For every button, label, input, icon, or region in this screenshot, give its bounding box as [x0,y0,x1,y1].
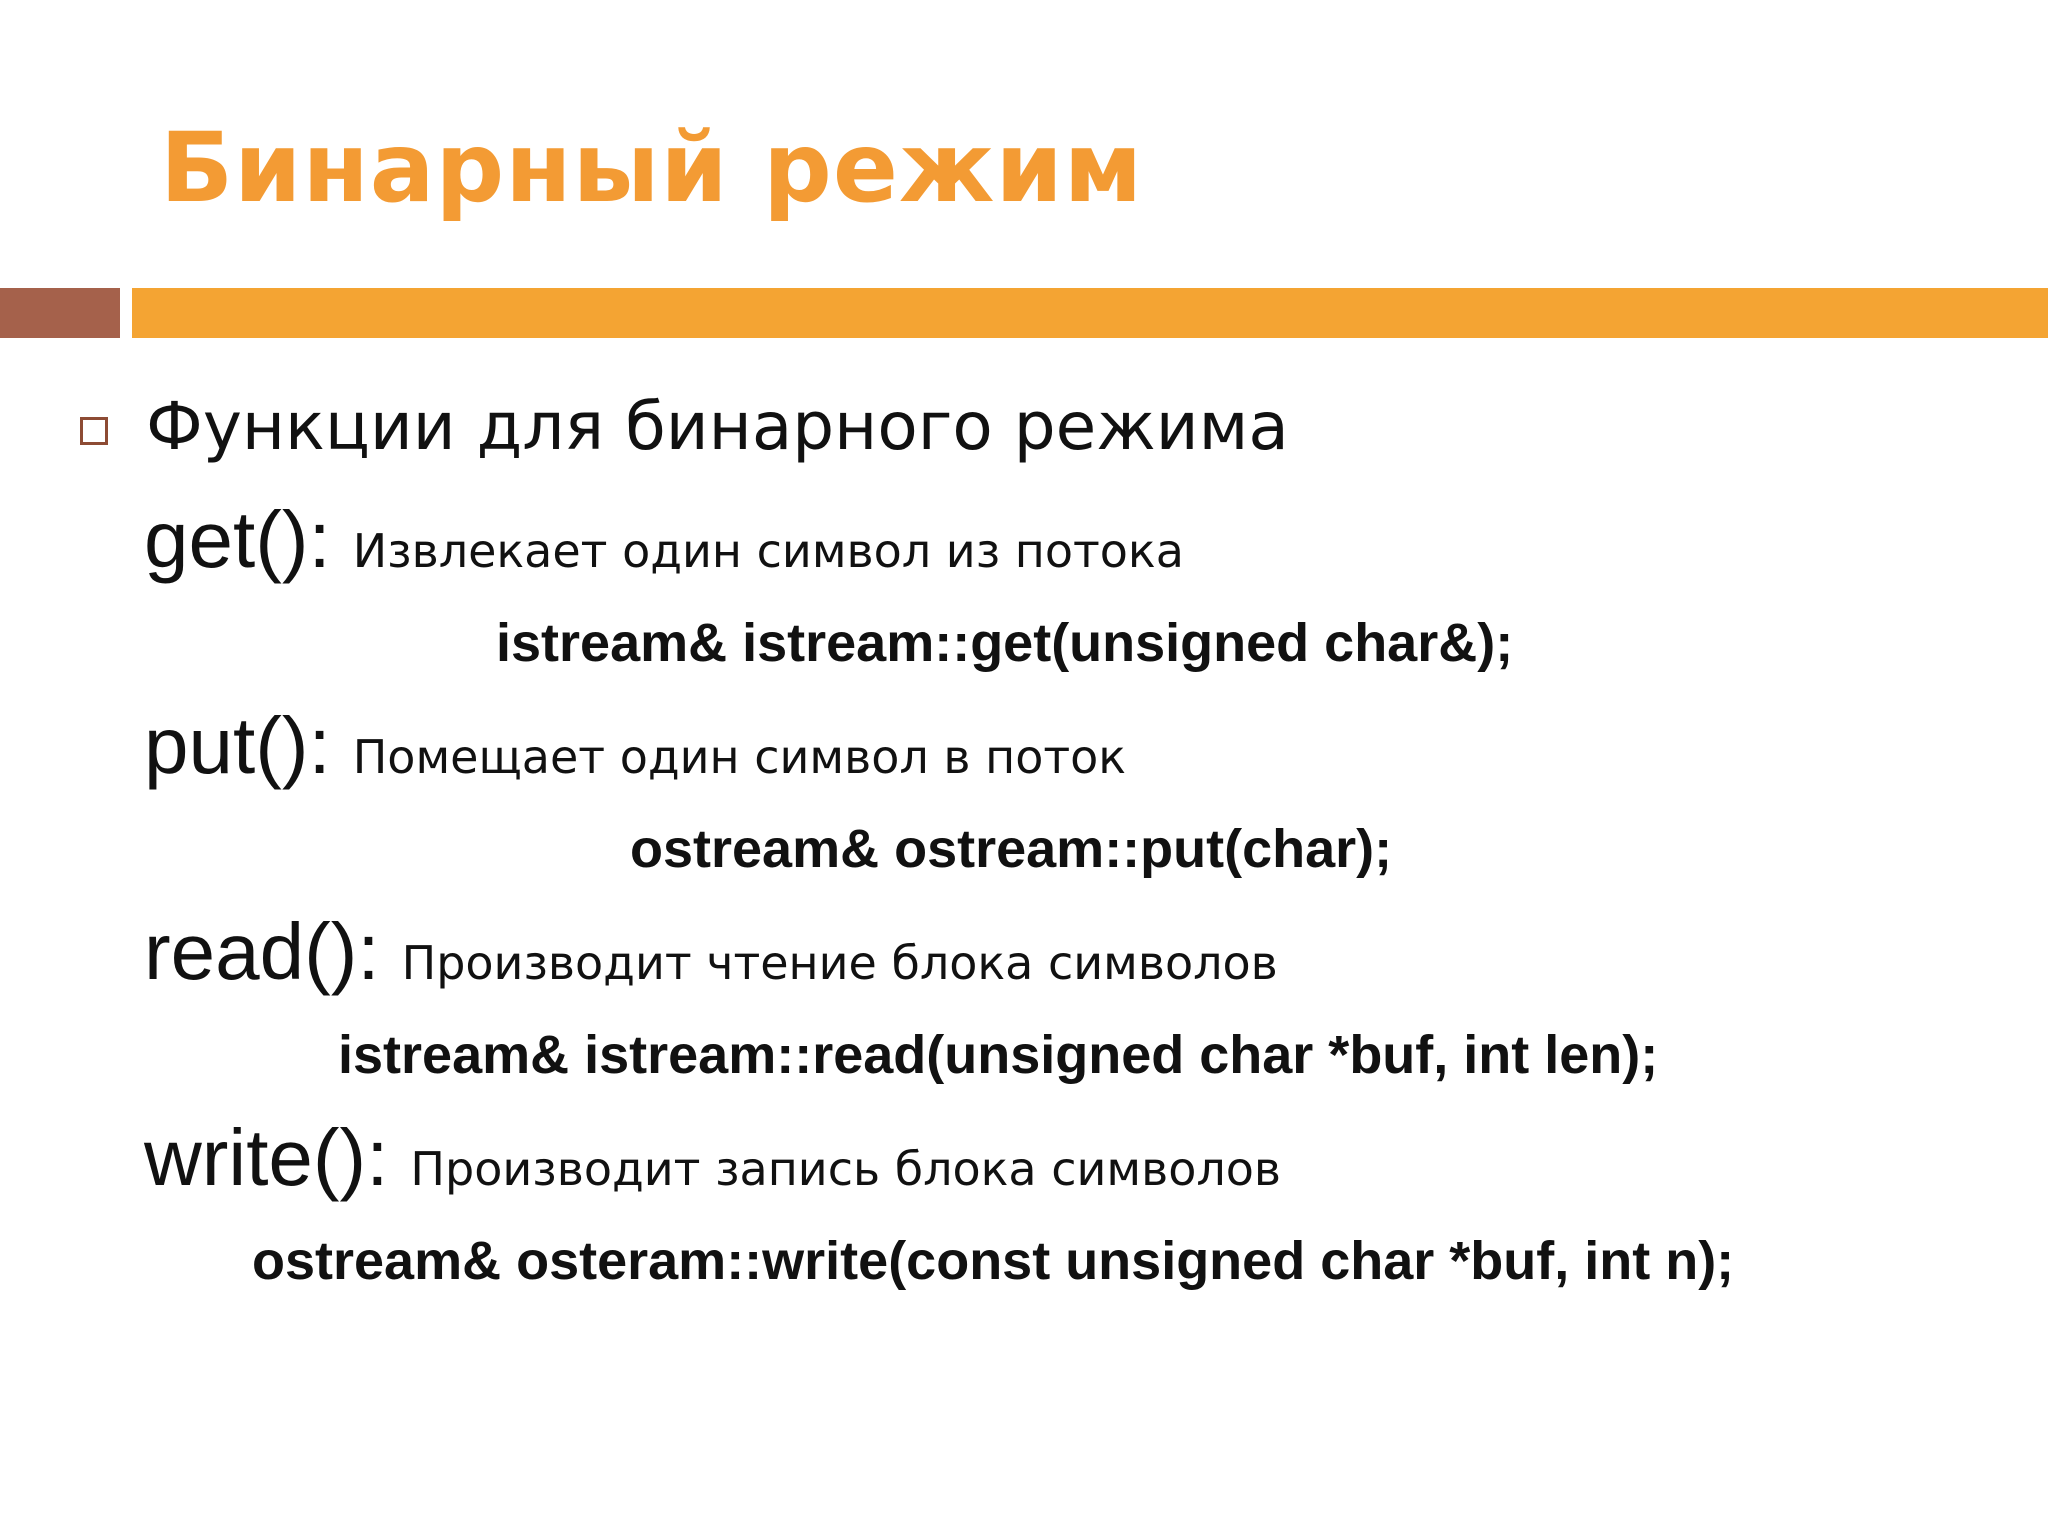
bullet-text: Функции для бинарного режима [146,387,1289,465]
function-name: put(): [144,701,331,790]
function-row-get [144,494,1184,586]
function-description: Извлекает один символ из потока [352,524,1184,578]
function-description: Производит чтение блока символов [401,936,1278,990]
function-signature-read: istream& istream::read(unsigned char *buf, int len); [338,1025,1659,1085]
title-divider-bar [132,288,2048,338]
function-name: write(): [144,1113,389,1202]
title-divider-accent [0,288,120,338]
function-row-put [144,700,1126,792]
function-name: get(): [144,495,331,584]
square-bullet-icon [80,417,108,445]
function-row-write [144,1112,1281,1204]
function-description: Производит запись блока символов [410,1142,1282,1196]
slide-title: Бинарный режим [160,112,1144,224]
function-description: Помещает один символ в поток [352,730,1127,784]
bullet-item [80,378,1289,474]
function-signature-put: ostream& ostream::put(char); [630,819,1393,879]
function-signature-get: istream& istream::get(unsigned char&); [496,613,1514,673]
function-row-read [144,906,1278,998]
function-name: read(): [144,907,380,996]
function-signature-write: ostream& osteram::write(const unsigned char *buf, int n); [252,1231,1735,1291]
